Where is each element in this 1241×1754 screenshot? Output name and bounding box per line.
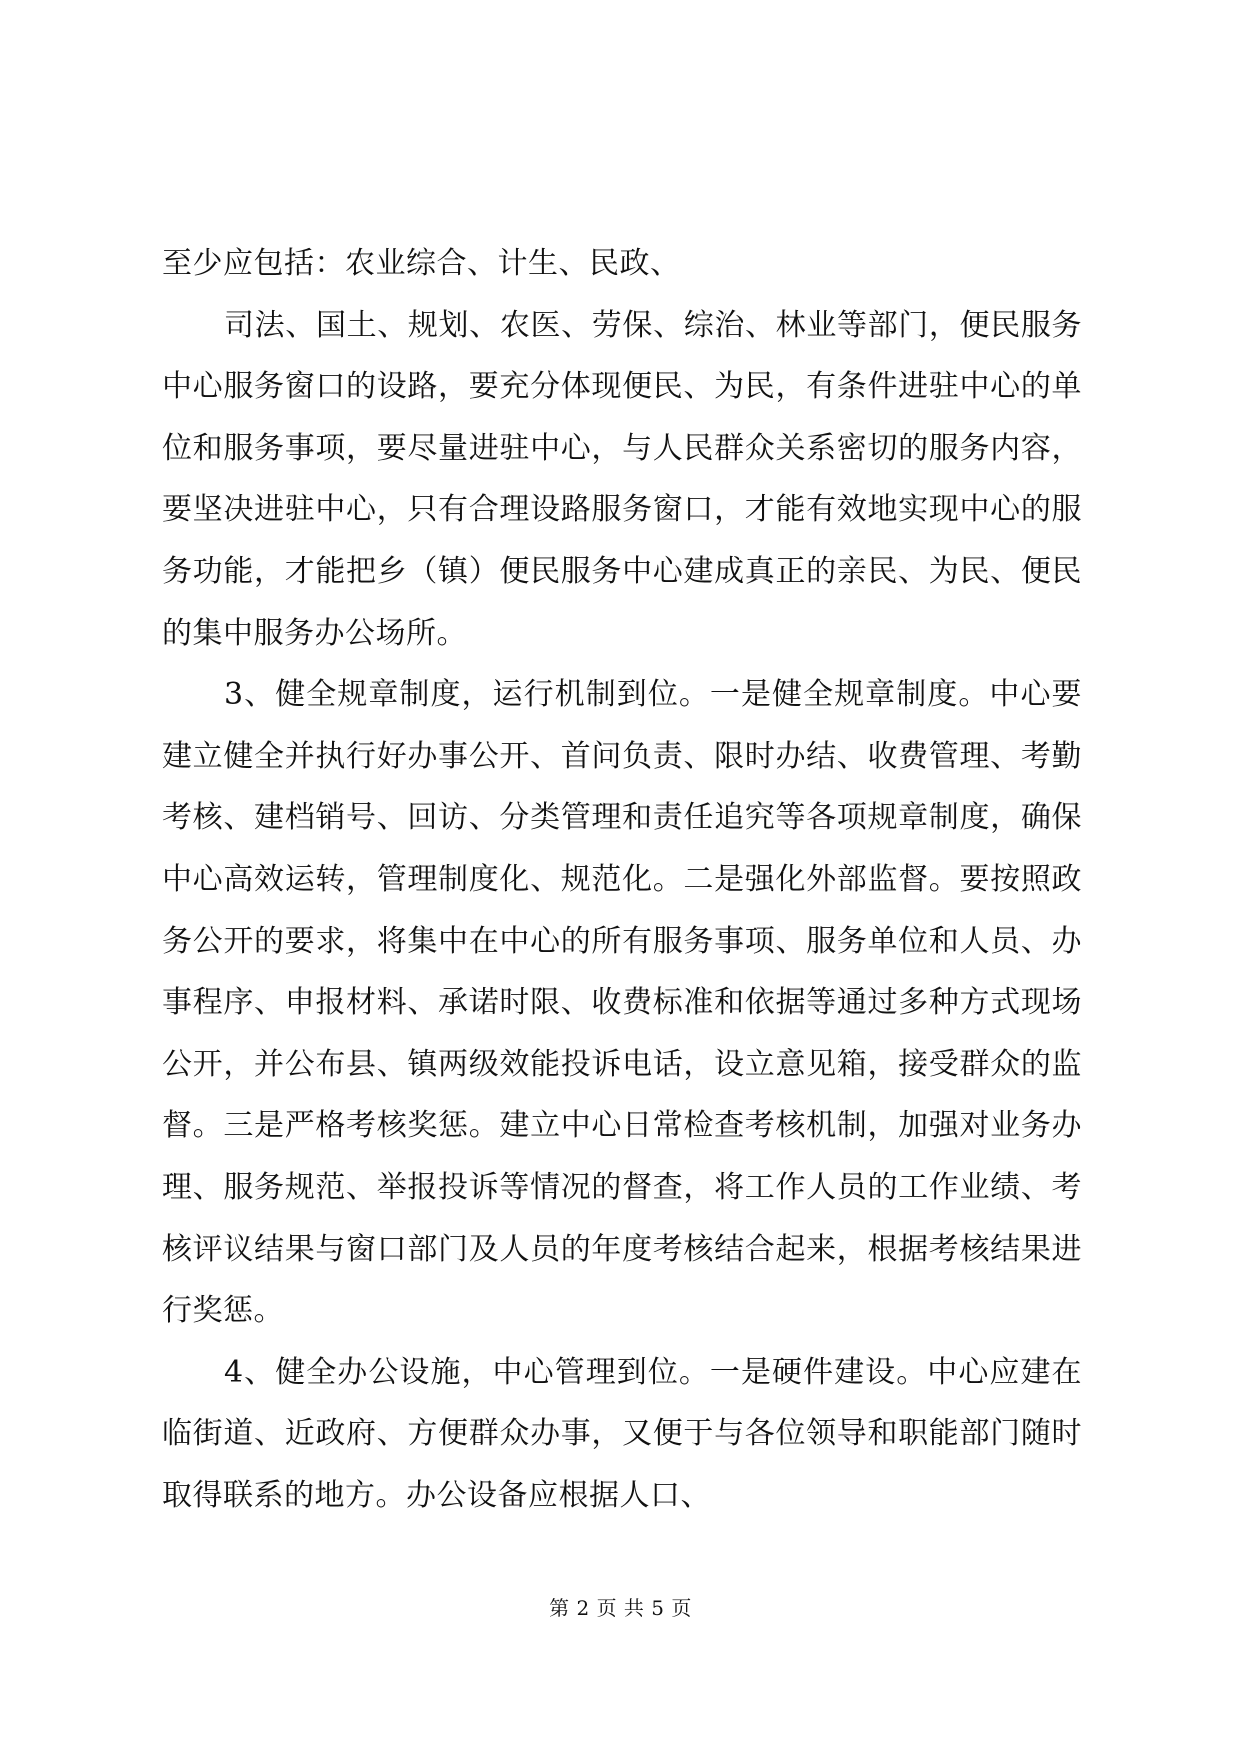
paragraph-office-facilities: 4、健全办公设施，中心管理到位。一是硬件建设。中心应建在临街道、近政府、方便群众办事，又便于与各位领导和职能部门随时取得联系的地方。办公设备应根据人口、 xyxy=(162,1354,1082,1513)
document-body xyxy=(162,233,1082,1526)
paragraph-continuation: 至少应包括：农业综合、计生、民政、 xyxy=(162,246,681,281)
page-number-footer: 第 2 页 共 5 页 xyxy=(549,1596,692,1620)
paragraph-rules-system: 3、健全规章制度，运行机制到位。一是健全规章制度。中心要建立健全并执行好办事公开、首问负责、限时办结、收费管理、考勤考核、建档销号、回访、分类管理和责任追究等各项规章制度，确保中心高效运转，管理制度化、规范化。二是强化外部监督。要按照政务公开的要求，将集中在中心的所有服务事项、服务单位和人员、办事程序、申报材料、承诺时限、收费标准和依据等通过多种方式现场公开，并公布县、镇两级效能投诉电话，设立意见箱，接受群众的监督。三是严格考核奖惩。建立中心日常检查考核机制，加强对业务办理、服务规范、举报投诉等情况的督查，将工作人员的工作业绩、考核评议结果与窗口部门及人员的年度考核结合起来，根据考核结果进行奖惩。 xyxy=(162,677,1082,1329)
paragraph-service-windows: 司法、国土、规划、农医、劳保、综治、林业等部门，便民服务中心服务窗口的设路，要充分体现便民、为民，有条件进驻中心的单位和服务事项，要尽量进驻中心，与人民群众关系密切的服务内容，要坚决进驻中心，只有合理设路服务窗口，才能有效地实现中心的服务功能，才能把乡（镇）便民服务中心建成真正的亲民、为民、便民的集中服务办公场所。 xyxy=(162,307,1082,651)
